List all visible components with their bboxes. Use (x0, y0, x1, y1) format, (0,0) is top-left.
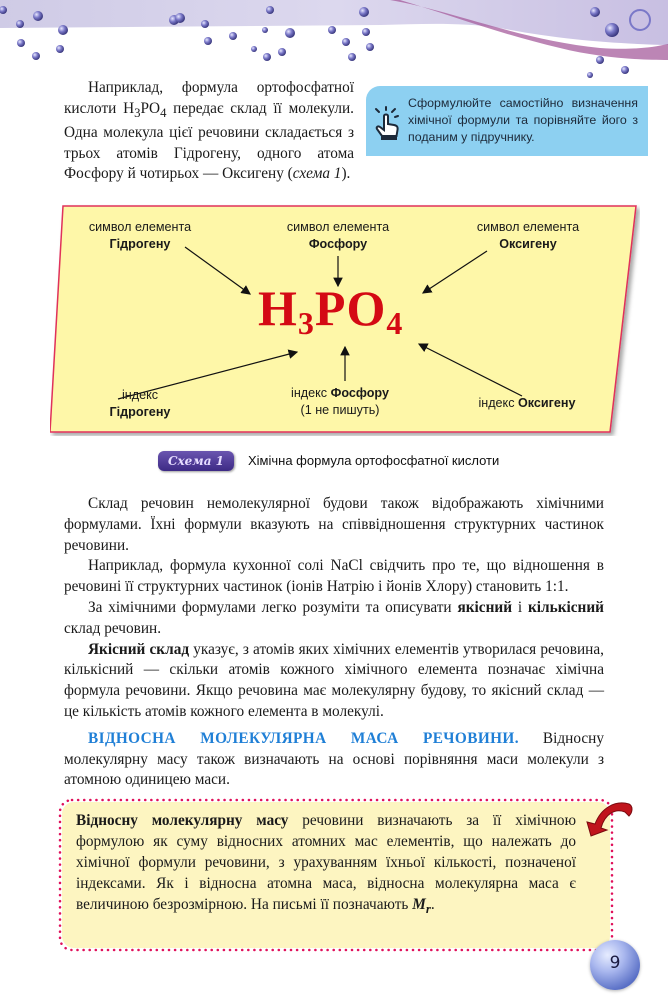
paragraph-qualitative (64, 640, 604, 723)
paragraph-composition (64, 598, 604, 640)
tip-text: Сформулюйте самостійно визначення хімічної формули та порівняйте його з поданим у підручнику. (408, 96, 638, 144)
page-number-badge (590, 940, 640, 990)
intro-formula-index-h: 3 (134, 105, 141, 120)
label-index-hydrogen-line1: індекс (121, 388, 159, 402)
paragraph-nacl: Наприклад, формула кухонної солі NaCl свідчить про те, що відношення в речовині її структурних частинок (іонів Натрію і йонів Хлору) становить 1:1. (64, 557, 604, 596)
pointing-hand-icon (372, 106, 402, 140)
intro-text-3: ). (341, 165, 351, 183)
term-quantitative: кількісний (527, 598, 604, 616)
label-symbol-hydrogen-line2: Гідрогену (109, 237, 171, 251)
label-symbol-phosphorus (273, 219, 403, 253)
p3-text-3: склад речовин. (64, 619, 162, 637)
scheme-reference: схема 1 (292, 165, 342, 183)
tip-box (366, 86, 648, 156)
page-number: 9 (609, 953, 621, 973)
scheme-formula (258, 280, 404, 341)
caption-text: Хімічна формула ортофосфатної кислоти (248, 453, 500, 468)
label-index-oxygen-word: індекс (478, 396, 518, 410)
intro-paragraph (64, 78, 354, 185)
label-index-hydrogen (75, 387, 205, 421)
formula-index-o: 4 (386, 305, 404, 341)
p3-text-1: За хімічними формулами легко розуміти та описувати (88, 598, 458, 616)
p3-text-2: і (512, 598, 528, 616)
label-symbol-oxygen-line2: Оксигену (499, 237, 557, 251)
p5-text: Відносну молекулярну масу також визначають на основі порівняння маси молекули з атомною одиницею маси. (64, 729, 605, 789)
term-qualitative: якісний (457, 598, 513, 616)
label-index-phosphorus-note: (1 не пишуть) (300, 403, 380, 417)
intro-formula-index-o: 4 (160, 105, 167, 120)
label-symbol-oxygen (463, 219, 593, 253)
paragraph-nonmolecular: Склад речовин немолекулярної будови також відображають хімічними формулами. Їхні формули вказують на співвідношення структурних частинок речовини. (64, 495, 604, 554)
mr-symbol: M (412, 896, 426, 913)
intro-formula-po: PO (140, 99, 161, 117)
paragraph-molecular-mass (64, 729, 604, 791)
intro-text-1: Наприклад, формула ортофосфатної кислоти H (64, 79, 354, 117)
label-index-oxygen-element: Оксигену (518, 396, 576, 410)
intro-text-2: передає склад її молекули. Одна молекула цієї речовини складається з трьох атомів Гідрогену, одного атома Фосфору й чотирьох — Оксигену ( (64, 99, 354, 183)
label-index-phosphorus (270, 385, 410, 419)
formula-index-h: 3 (297, 305, 315, 341)
label-index-phosphorus-element: Фосфору (330, 386, 389, 400)
definition-end: . (430, 896, 435, 913)
label-index-oxygen (462, 395, 592, 412)
label-index-hydrogen-line2: Гідрогену (109, 405, 171, 419)
curved-arrow-icon (585, 796, 635, 840)
definition-term: Відносну молекулярну масу (76, 812, 289, 829)
label-symbol-phosphorus-line2: Фосфору (308, 237, 368, 251)
label-symbol-hydrogen (75, 219, 205, 253)
definition-body: речовини визначають за її хімічною формулою як суму відносних атомних мас елементів, що належать до хімічної формули речовини, з урахуванням їхньої кількості, позначеної індексами. Як і відносна атомна маса, відносна молекулярна маса є величиною безрозмірною. На письмі її позначають (76, 812, 577, 913)
label-index-phosphorus-word: індекс (291, 386, 331, 400)
header-decoration (0, 0, 668, 80)
label-symbol-hydrogen-line1: символ елемента (88, 220, 192, 234)
body-text (64, 494, 604, 791)
scheme-badge: Схема 1 (158, 451, 234, 471)
section-heading: ВІДНОСНА МОЛЕКУЛЯРНА МАСА РЕЧОВИНИ. (88, 729, 519, 747)
mr-symbol-sub: r (425, 902, 431, 917)
definition-text (76, 810, 576, 920)
label-symbol-phosphorus-line1: символ елемента (286, 220, 390, 234)
formula-po: PO (314, 280, 387, 336)
label-symbol-oxygen-line1: символ елемента (476, 220, 580, 234)
term-qualitative-composition: Якісний склад (88, 640, 190, 658)
p4-text: указує, з атомів яких хімічних елементів утворилася речовина, кількісний — скільки атомів кожного хімічного елемента позначає хімічна формула речовини. Якщо речовина має молекулярну будову, то якісний склад — це кількість атомів кожного елемента в молекулі. (64, 640, 604, 720)
formula-h: H (258, 280, 298, 336)
